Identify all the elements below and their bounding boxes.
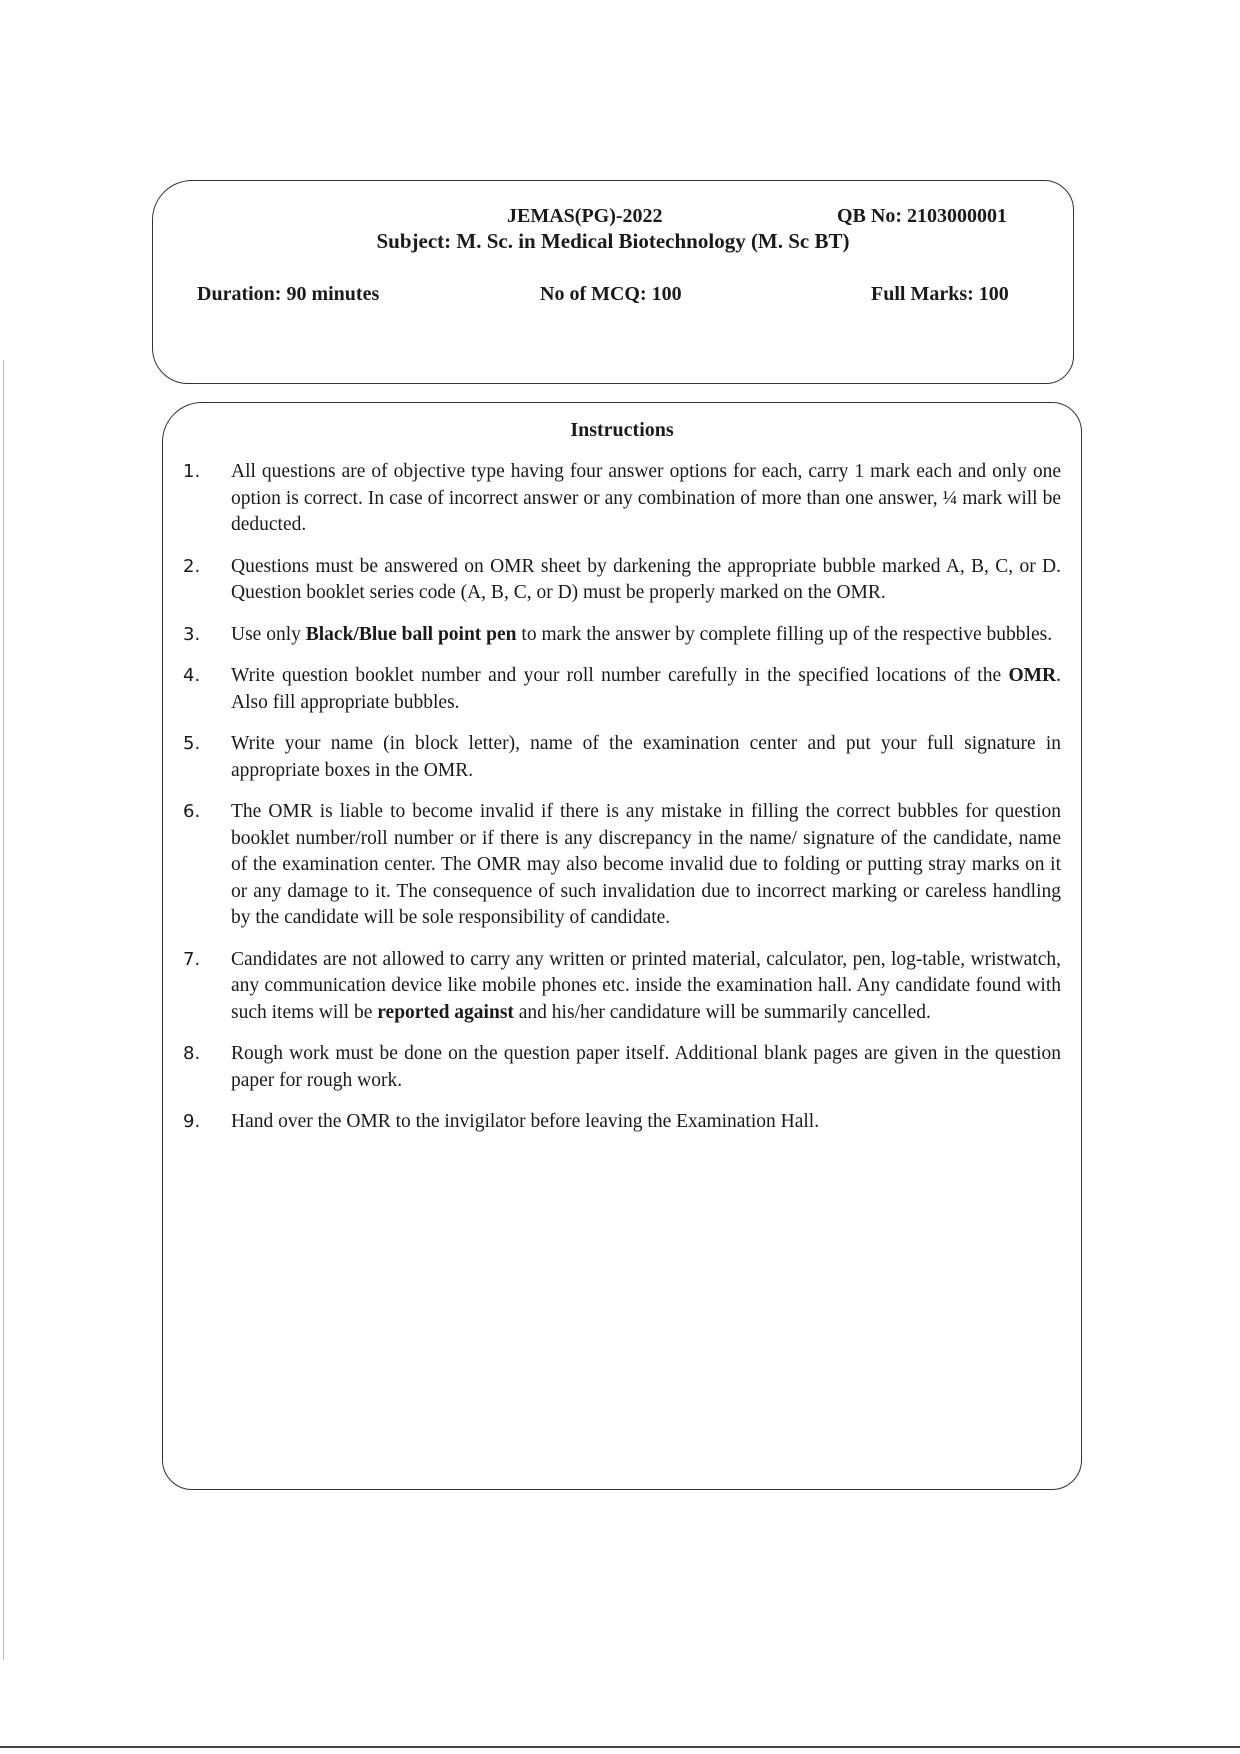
instruction-text-bold: reported against [377, 1001, 514, 1023]
instruction-item [163, 947, 1081, 1027]
instructions-box [162, 402, 1082, 1490]
exam-header-box [152, 180, 1074, 384]
instruction-text: All questions are of objective type having four answer options for each, carry 1 mark each and only one option is correct. In case of incorrect answer or any combination of more than one answer, ¼ mark will be deducted. [231, 461, 1061, 535]
instructions-title: Instructions [570, 419, 674, 441]
instruction-text-post: to mark the answer by complete filling up of the respective bubbles. [516, 623, 1053, 645]
instruction-number: 9. [183, 1111, 201, 1132]
instruction-item [163, 459, 1081, 539]
duration: Duration: 90 minutes [197, 283, 380, 305]
instruction-item [163, 1109, 1081, 1136]
instruction-text: The OMR is liable to become invalid if there is any mistake in filling the correct bubbles for question booklet number/roll number or if there is any discrepancy in the name/ signature of the candidate, name of the examination center. The OMR may also become invalid due to folding or putting stray marks on it or any damage to it. The consequence of such invalidation due to incorrect marking or careless handling by the candidate will be sole responsibility of candidate. [231, 801, 1061, 928]
instruction-text-bold: Black/Blue ball point pen [305, 623, 517, 645]
question-booklet-number: QB No: 2103000001 [837, 205, 1007, 227]
instruction-text: Write your name (in block letter), name of the examination center and put your full signature in appropriate boxes in the OMR. [231, 733, 1061, 781]
instruction-item [163, 731, 1081, 784]
instruction-text: Questions must be answered on OMR sheet by darkening the appropriate bubble marked A, B, C, or D. Question booklet series code (A, B, C, or D) must be properly marked on the OMR. [231, 555, 1061, 603]
instruction-number: 4. [183, 665, 201, 686]
instruction-text-bold: OMR [1008, 665, 1057, 686]
full-marks: Full Marks: 100 [871, 283, 1009, 305]
exam-name: JEMAS(PG)-2022 [507, 205, 663, 227]
instruction-number: 3. [183, 623, 201, 645]
instruction-item [163, 1041, 1081, 1094]
instruction-text: Rough work must be done on the question paper itself. Additional blank pages are given in the question paper for rough work. [231, 1043, 1061, 1091]
instruction-number: 8. [183, 1043, 201, 1064]
instruction-text-pre: Use only [231, 623, 306, 645]
scan-bottom-rule [0, 1746, 1240, 1748]
instruction-number: 5. [183, 733, 201, 754]
instruction-item [163, 622, 1081, 649]
scan-edge-shadow [3, 360, 4, 1660]
instruction-text-pre: Write question booklet number and your roll number carefully in the specified locations of the [231, 665, 1009, 686]
instruction-number: 2. [183, 555, 201, 577]
instruction-number: 6. [183, 801, 201, 822]
instructions-list [163, 459, 1081, 1151]
instruction-text-post: and his/her candidature will be summarily cancelled. [513, 1001, 931, 1023]
mcq-count: No of MCQ: 100 [540, 283, 682, 305]
instruction-text-pre: Candidates are not allowed to carry any written or printed material, calculator, pen, log-table, wristwatch, any communication device like mobile phones etc. inside the examination hall. Any candidate found with such items will be [231, 948, 1061, 1023]
subject-line: Subject: M. Sc. in Medical Biotechnology (M. Sc BT) [376, 229, 850, 253]
instruction-number: 1. [183, 461, 201, 482]
instruction-text: Hand over the OMR to the invigilator before leaving the Examination Hall. [231, 1111, 820, 1132]
instruction-item [163, 663, 1081, 716]
instruction-text-post: . Also fill appropriate bubbles. [231, 665, 1061, 713]
instruction-number: 7. [183, 948, 201, 970]
instruction-item [163, 554, 1081, 607]
instruction-item [163, 799, 1081, 932]
